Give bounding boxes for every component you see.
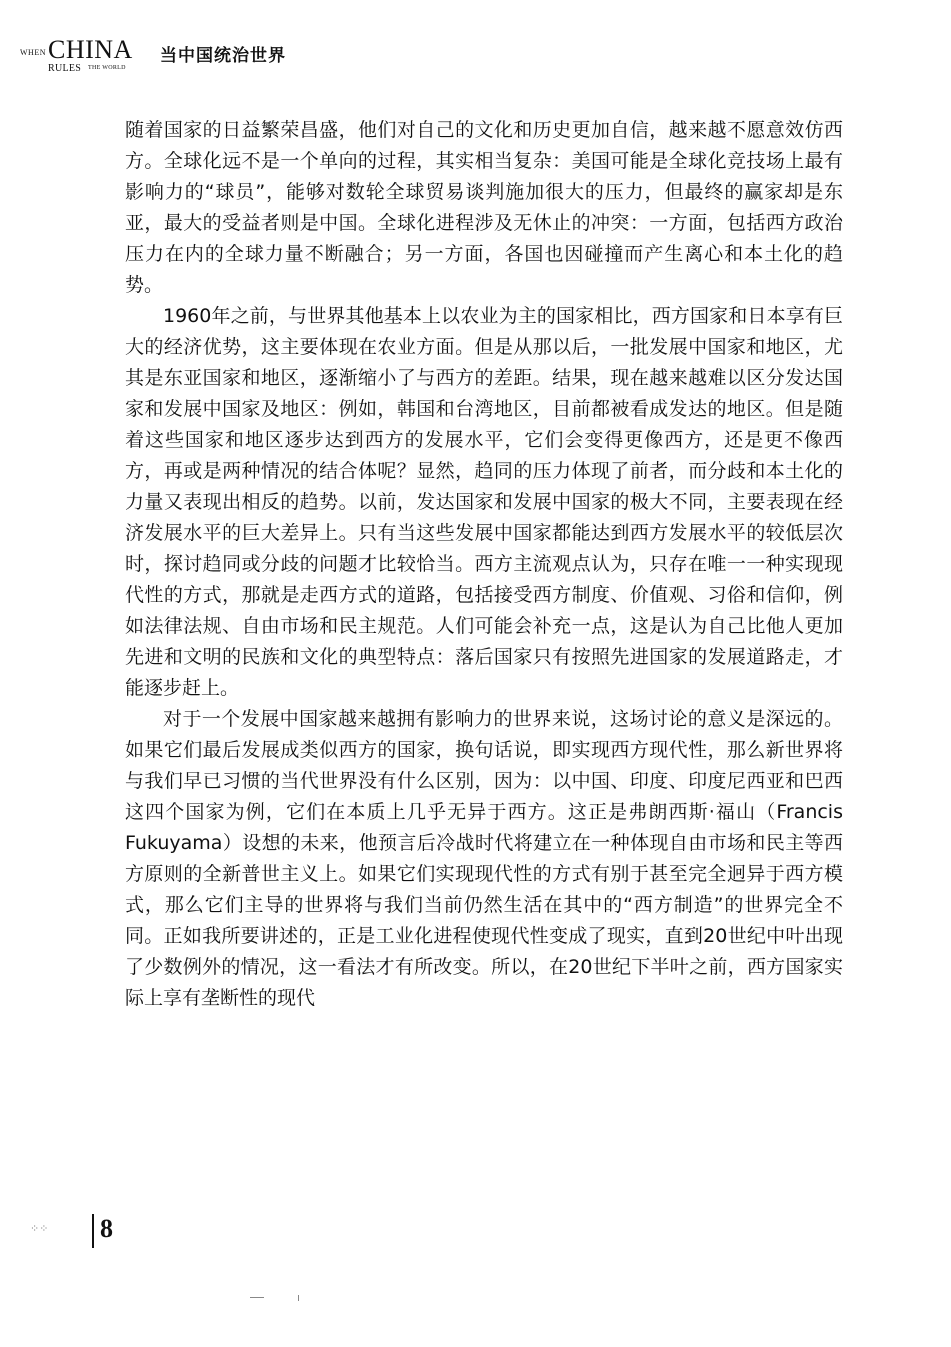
footer-divider (92, 1214, 94, 1248)
paragraph-3: 对于一个发展中国家越来越拥有影响力的世界来说，这场讨论的意义是深远的。如果它们最后发展成类似西方的国家，换句话说，即实现西方现代性，那么新世界将与我们早已习惯的当代世界没有什么区别，因为：以中国、印度、印度尼西亚和巴西这四个国家为例，它们在本质上几乎无异于西方。这正是弗朗西斯·福山（Francis Fukuyama）设想的未来，他预言后冷战时代将建立在一种体现自由市场和民主等西方原则的全新普世主义上。如果它们实现现代性的方式有别于甚至完全迥异于西方模式，那么它们主导的世界将与我们当前仍然生活在其中的“西方制造”的世界完全不同。正如我所要讲述的，正是工业化进程使现代性变成了现实，直到20世纪中叶出现了少数例外的情况，这一看法才有所改变。所以，在20世纪下半叶之前，西方国家实际上享有垄断性的现代 (125, 708, 843, 1009)
book-logo (18, 36, 153, 76)
paragraph-2: 1960年之前，与世界其他基本上以农业为主的国家相比，西方国家和日本享有巨大的经济优势，这主要体现在农业方面。但是从那以后，一批发展中国家和地区，尤其是东亚国家和地区，逐渐缩小了与西方的差距。结果，现在越来越难以区分发达国家和发展中国家及地区：例如，韩国和台湾地区，目前都被看成发达的地区。但是随着这些国家和地区逐步达到西方的发展水平，它们会变得更像西方，还是更不像西方，再或是两种情况的结合体呢？显然，趋同的压力体现了前者，而分歧和本土化的力量又表现出相反的趋势。以前，发达国家和发展中国家的极大不同，主要表现在经济发展水平的巨大差异上。只有当这些发展中国家都能达到西方发展水平的较低层次时，探讨趋同或分歧的问题才比较恰当。西方主流观点认为，只存在唯一一种实现现代性的方式，那就是走西方式的道路，包括接受西方制度、价值观、习俗和信仰，例如法律法规、自由市场和民主规范。人们可能会补充一点，这是认为自己比他人更加先进和文明的民族和文化的典型特点：落后国家只有按照先进国家的发展道路走，才能逐步赶上。 (125, 305, 843, 699)
scan-speck (250, 1297, 264, 1298)
logo-china-text: CHINA (48, 35, 133, 64)
page-number: 8 (100, 1214, 113, 1243)
page-footer (30, 1210, 230, 1250)
running-header (18, 36, 418, 76)
paragraph-1: 随着国家的日益繁荣昌盛，他们对自己的文化和历史更加自信，越来越不愿意效仿西方。全球化远不是一个单向的过程，其实相当复杂：美国可能是全球化竞技场上最有影响力的“球员”，能够对数轮全球贸易谈判施加很大的压力，但最终的赢家却是东亚，最大的受益者则是中国。全球化进程涉及无休止的冲突：一方面，包括西方政治压力在内的全球力量不断融合；另一方面，各国也因碰撞而产生离心和本土化的趋势。 (125, 119, 843, 296)
scan-speck (298, 1295, 299, 1301)
logo-rules-text: RULES (48, 63, 82, 74)
logo-the-world-text: THE WORLD (88, 65, 126, 71)
book-title: 当中国统治世界 (160, 46, 286, 66)
body-text (125, 115, 843, 1014)
logo-when-text: WHEN (20, 48, 46, 57)
footer-ornament: ⁘⁘ (30, 1222, 49, 1235)
